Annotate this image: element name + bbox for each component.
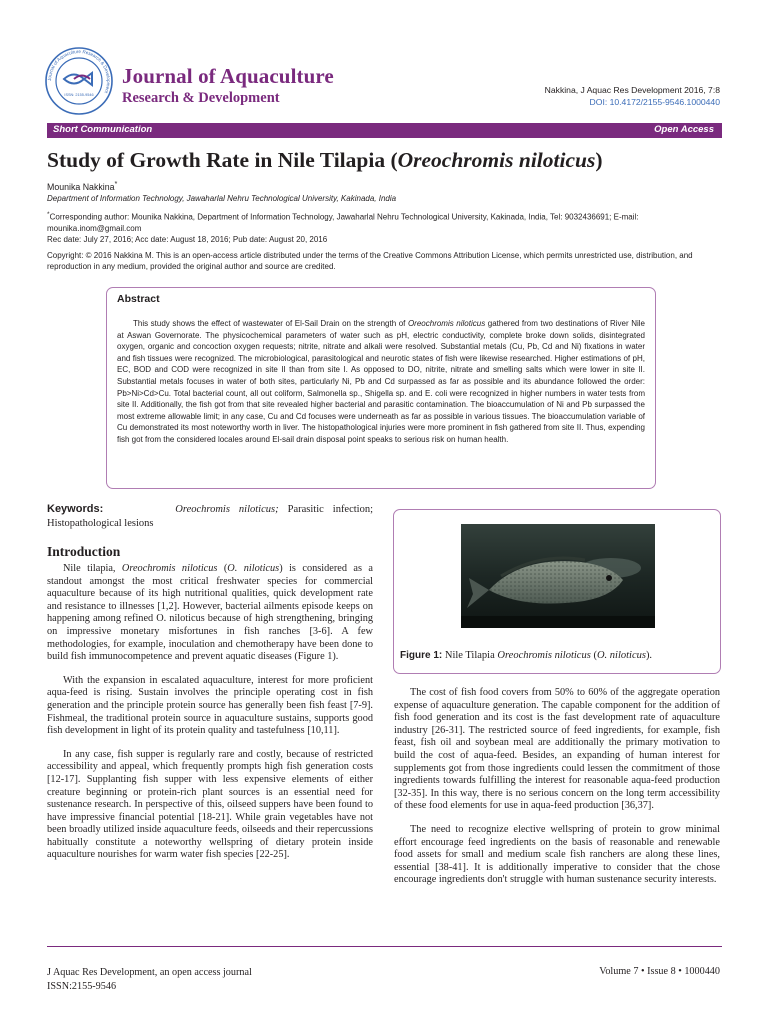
citation-line: Nakkina, J Aquac Res Development 2016, 7:8 bbox=[544, 85, 720, 95]
tilapia-fish-photo bbox=[461, 524, 655, 628]
figure-caption: Figure 1: Nile Tilapia Oreochromis niloticus (O. niloticus). bbox=[400, 650, 653, 661]
author-affiliation: Department of Information Technology, Jawaharlal Nehru Technological University, Kakinada, India bbox=[47, 194, 397, 203]
journal-logo bbox=[44, 46, 114, 116]
intro-paragraph: The need to recognize elective wellspring of protein to grow minimal effort encourage feed ingredients on the basis of reasonable and renewable food assets for small and medium scale fish ranchers are along these lines, essential [38-41]. It is additionally imperative to consider that the chose encourage ingredients don't struggle with human sustenance security interests. bbox=[394, 823, 720, 886]
footer-left bbox=[47, 966, 252, 994]
right-column-text bbox=[394, 687, 720, 898]
intro-paragraph: In any case, fish supper is regularly rare and costly, because of restricted accessibility and appeal, which frequently prompts high fish generation costs [12-17]. Supplanting fish supper with less expensive elements of either creature beginning or protein-rich plant sources is an essential need for sustenance research. In perspective of this, oilseed suppers have been found to have impressive financial potential [18-21]. While grain vegetables have not been broadly utilized inside aquaculture feeds, oilseeds and their repercussions habitually constitute a noteworthy wellspring of dietary protein inside aquaculture nourishes for warm water fish species [22-25]. bbox=[47, 748, 373, 861]
journal-title: Journal of Aquaculture bbox=[122, 64, 334, 88]
copyright-notice: Copyright: © 2016 Nakkina M. This is an open-access article distributed under the terms of the Creative Commons Attribution License, which permits unrestricted use, distribution, and reproduction in any medium, provided the original author and source are credited. bbox=[47, 251, 693, 271]
abstract-heading: Abstract bbox=[117, 293, 160, 305]
footer-journal: J Aquac Res Development, an open access journal bbox=[47, 967, 252, 978]
article-type: Short Communication bbox=[53, 124, 153, 135]
journal-subtitle: Research & Development bbox=[122, 90, 280, 106]
corresponding-author: *Corresponding author: Mounika Nakkina, Department of Information Technology, Jawaharlal Nehru Technological University, Kakinada, India, Tel: 9032436691; E-mail: mounika.inom@gmail.com bbox=[47, 211, 639, 234]
intro-paragraph: The cost of fish food covers from 50% to 60% of the aggregate operation expense of aquaculture generation. The capable component for the addition of fish food generation and its cost is the fast development rate of aquaculture industry [26-31]. The restricted source of feed ingredients, for example, fish feast, fish oil and soybean meal are additionally the primary motivation to build the cost of aqua-feed. Besides, an expanding of human interest for supplements got from those ingredients could lessen the commitment of those ingredients towards fulfilling the interest for reasonable aqua-feed production [32-35]. In this way, there is no serious concern on the long term accessibility of these food elements for use in aqua-feed production [36,37]. bbox=[394, 687, 720, 812]
citation-block bbox=[545, 84, 720, 108]
figure-1 bbox=[393, 509, 721, 674]
left-column-text bbox=[47, 563, 373, 873]
author-name: Mounika Nakkina* bbox=[47, 179, 118, 192]
article-type-banner bbox=[47, 123, 722, 138]
intro-paragraph: Nile tilapia, Oreochromis niloticus (O. niloticus) is considered as a standout amongst the most critical freshwater species for commercial aquaculture because of its high nutritional qualities, quick development rate and resistance to illnesses [1,2]. However, bacterial ailments episode keeps on happening among refined O. niloticus because of high strengthening, bringing on impressive monetary misfortunes in fish ranches [3-6]. A few methodologies, for example, inoculation and chemotherapy have been done to build fish immunocompetence and prevent aquatic diseases (Figure 1). bbox=[47, 563, 373, 663]
article-dates: Rec date: July 27, 2016; Acc date: August 18, 2016; Pub date: August 20, 2016 bbox=[47, 235, 328, 244]
footer-divider bbox=[47, 946, 722, 947]
article-title: Study of Growth Rate in Nile Tilapia (Oreochromis niloticus) bbox=[47, 148, 603, 172]
doi-link[interactable]: DOI: 10.4172/2155-9546.1000440 bbox=[589, 97, 720, 107]
logo-issn: ISSN: 2155-9546 bbox=[64, 93, 94, 97]
footer-volume: Volume 7 • Issue 8 • 1000440 bbox=[599, 966, 720, 977]
logo-ring-text: Journal of Aquaculture Research & Development bbox=[46, 48, 112, 95]
introduction-heading: Introduction bbox=[47, 544, 121, 559]
keywords: Keywords: Oreochromis niloticus; Parasitic infection; Histopathological lesions bbox=[47, 503, 374, 529]
footer-issn: ISSN:2155-9546 bbox=[47, 981, 117, 992]
intro-paragraph: With the expansion in escalated aquaculture, interest for more proficient aqua-feed is rising. Sustain involves the principle operating cost in fish generation and the principle protein source has generally been fish feast [7-9]. Fishmeal, the traditional protein source in aquaculture sustains, supports good fish development in light of its protein quality and tastefulness [10,11]. bbox=[47, 674, 373, 737]
abstract-text: This study shows the effect of wastewater of El-Sail Drain on the strength of Oreochromis niloticus gathered from two destinations of River Nile at Aswan Governorate. The physicochemical parameters of water such as pH, electric conductivity, complete broke down solids, disintegrated oxygen, organic and concoction oxygen requests; nitrite, nitrate and alkali were resolved. Substantial metals (Cu, Pb, Cd and Ni) fixations in water and fish tissues were recognized. The microbiological, parasitological and neurotic states of fish were likewise researched. Higher estimations of pH, EC, BOD and COD were recognized in site II than from site I. As opposed to DO, nitrite, nitrate and smelling salts which were lower in site II. Substantial metals focuses in water of both sites, particularly Ni, Pb and Cd surpassed as far as possible and its abundance followed the order: Pb>Ni>Cd>Cu. Total bacterial count, all out coliform, Salmonella sp., Shigella sp. and E. coli were recognized in higher numbers in water tests from site II. Additionally, the fish got from that site revealed higher bacterial and parasitic contamination. The bioaccumulation of Ni and Pb surpassed the most extreme allowable limit; in any case, Cu and Cd focuses were underneath as far as possible in various tissues. The bioaccumulation variable of Cu demonstrated its most noteworthy worth in liver. The histopathological injuries were more prominent in fish gathered from site II. Thus, expending fish got from the considered locales around El-sail drain disposal point speaks to serious risk on human health. bbox=[117, 319, 645, 444]
abstract-box bbox=[106, 287, 656, 489]
open-access-label: Open Access bbox=[654, 124, 714, 135]
